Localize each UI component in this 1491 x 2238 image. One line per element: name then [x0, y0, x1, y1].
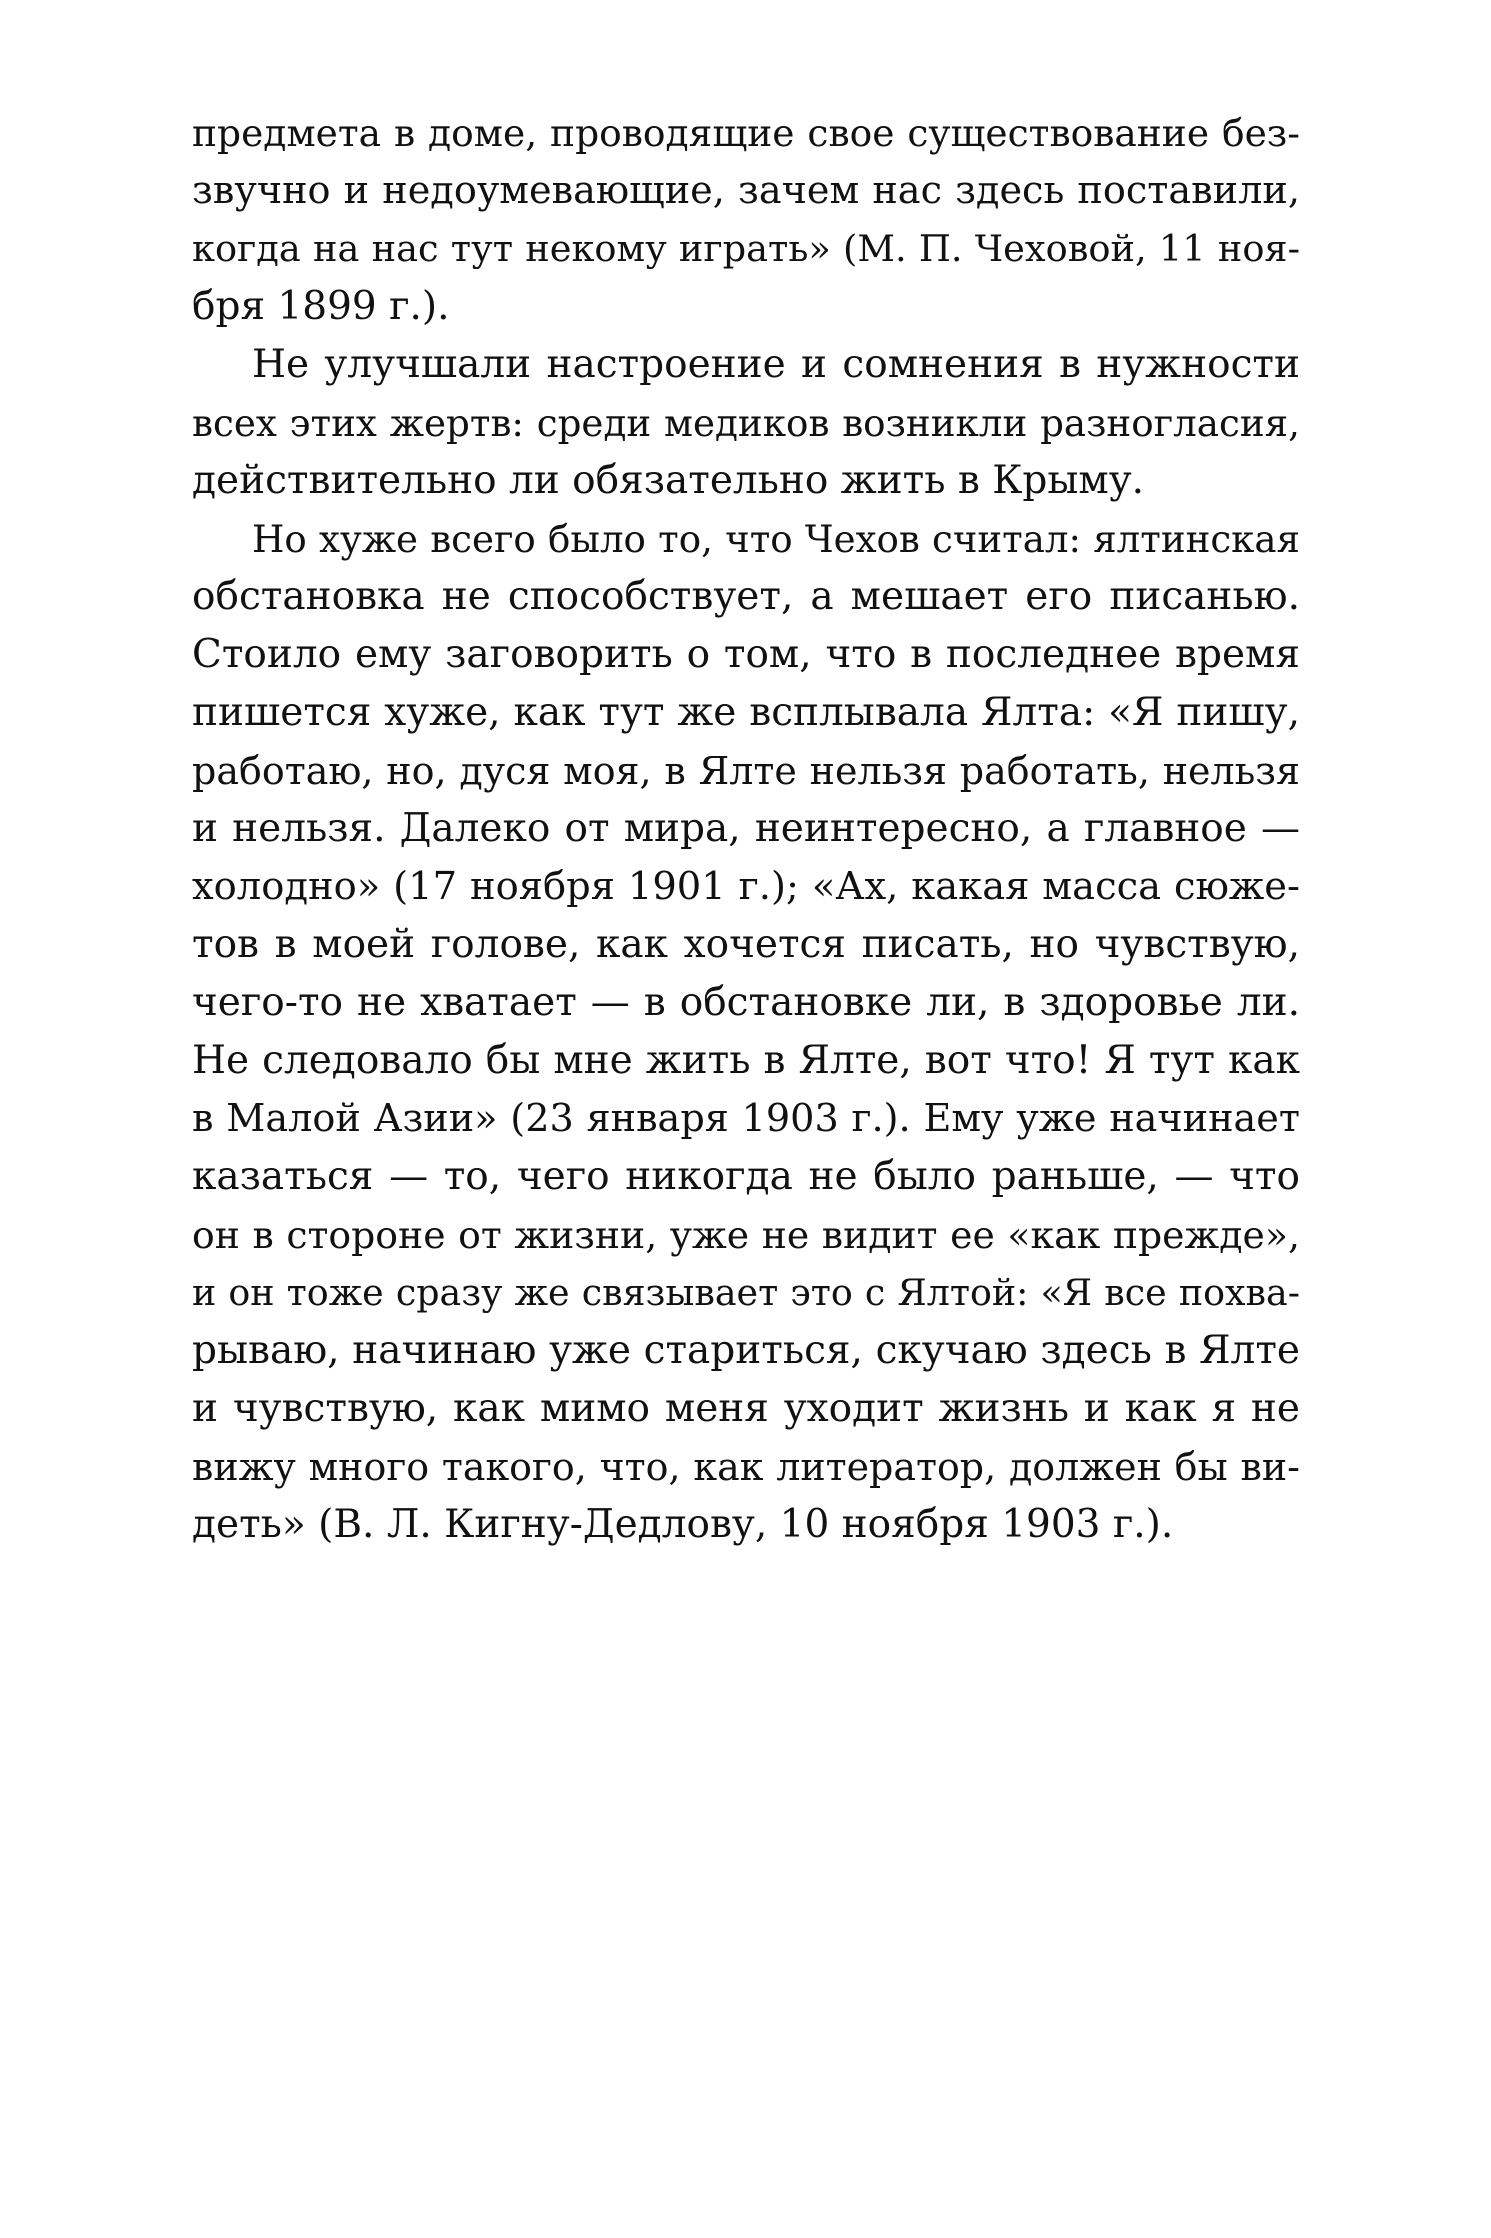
text-line: бря 1899 г.).: [192, 284, 450, 329]
text-line: холодно» (17 ноября 1901 г.); «Ах, какая масса сюже-: [192, 864, 1300, 909]
text-line: когда на нас тут некому играть» (М. П. Чеховой, 11 ноя-: [192, 227, 1300, 270]
text-line: казаться — то, чего никогда не было раньше, — что: [192, 1154, 1300, 1199]
paragraph: [192, 336, 1300, 510]
text-line: рываю, начинаю уже стариться, скучаю здесь в Ялте: [192, 1328, 1300, 1373]
paragraph: [192, 510, 1300, 1554]
text-line: Стоило ему заговорить о том, что в последнее время: [192, 632, 1300, 677]
text-line: действительно ли обязательно жить в Крыму.: [192, 458, 1145, 503]
text-line: вижу много такого, что, как литератор, должен бы ви-: [192, 1445, 1300, 1489]
text-line: тов в моей голове, как хочется писать, но чувствую,: [192, 922, 1300, 967]
text-line: Но хуже всего было то, что Чехов считал: ялтинская: [252, 517, 1300, 561]
text-line: Не следовало бы мне жить в Ялте, вот что! Я тут как: [192, 1038, 1300, 1083]
body-text: [192, 104, 1300, 1554]
text-line: пишется хуже, как тут же всплывала Ялта: «Я пишу,: [192, 690, 1300, 735]
text-line: работаю, но, дуся моя, в Ялте нельзя работать, нельзя: [192, 749, 1300, 793]
text-line: звучно и недоумевающие, зачем нас здесь поставили,: [192, 169, 1300, 213]
text-line: чего-то не хватает — в обстановке ли, в здоровье ли.: [192, 980, 1300, 1025]
text-line: он в стороне от жизни, уже не видит ее «как прежде»,: [192, 1213, 1300, 1257]
text-line: и нельзя. Далеко от мира, неинтересно, а главное —: [192, 806, 1300, 851]
text-line: обстановка не способствует, а мешает его писанью.: [192, 574, 1300, 619]
text-line: всех этих жертв: среди медиков возникли разногласия,: [192, 401, 1300, 445]
paragraph: [192, 104, 1300, 336]
text-line: в Малой Азии» (23 января 1903 г.). Ему уже начинает: [192, 1097, 1300, 1141]
text-line: и он тоже сразу же связывает это с Ялтой: «Я все похва-: [192, 1271, 1300, 1314]
text-line: деть» (В. Л. Кигну-Дедлову, 10 ноября 1903 г.).: [192, 1502, 1174, 1547]
text-line: Не улучшали настроение и сомнения в нужности: [252, 342, 1300, 387]
text-line: и чувствую, как мимо меня уходит жизнь и как я не: [192, 1386, 1300, 1431]
text-line: предмета в доме, проводящие свое существование без-: [192, 111, 1300, 155]
